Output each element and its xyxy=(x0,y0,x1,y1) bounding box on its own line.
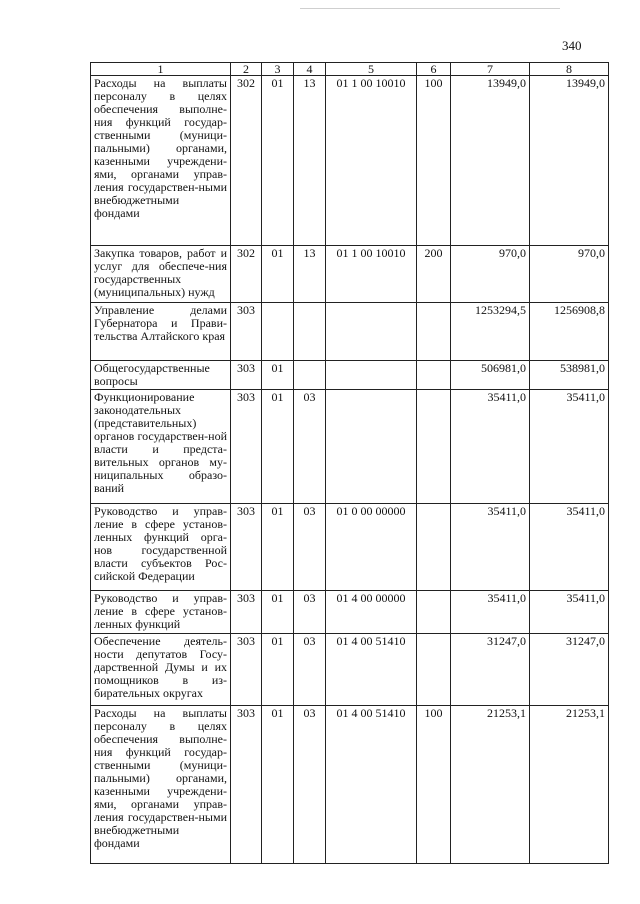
cell-col5: 01 4 00 51410 xyxy=(326,634,417,706)
cell-col8: 31247,0 xyxy=(530,634,609,706)
cell-col5: 01 1 00 10010 xyxy=(326,246,417,303)
cell-col6 xyxy=(417,390,451,504)
header-row xyxy=(91,63,609,76)
cell-col2: 303 xyxy=(231,706,262,864)
cell-col3: 01 xyxy=(262,504,294,591)
header-cell: 8 xyxy=(530,63,609,76)
cell-col8: 35411,0 xyxy=(530,591,609,634)
cell-col8: 538981,0 xyxy=(530,361,609,390)
cell-col2: 303 xyxy=(231,390,262,504)
cell-col8: 35411,0 xyxy=(530,390,609,504)
cell-col7: 35411,0 xyxy=(451,390,530,504)
table-row xyxy=(91,591,609,634)
cell-col3: 01 xyxy=(262,591,294,634)
cell-col5 xyxy=(326,361,417,390)
cell-col6: 100 xyxy=(417,706,451,864)
header-cell: 3 xyxy=(262,63,294,76)
table-row xyxy=(91,303,609,361)
header-cell: 4 xyxy=(294,63,326,76)
table-row xyxy=(91,504,609,591)
table-row xyxy=(91,634,609,706)
cell-col7: 13949,0 xyxy=(451,76,530,246)
cell-col6 xyxy=(417,634,451,706)
cell-col4 xyxy=(294,361,326,390)
cell-col3: 01 xyxy=(262,634,294,706)
cell-col8: 970,0 xyxy=(530,246,609,303)
header-cell: 1 xyxy=(91,63,231,76)
cell-col6 xyxy=(417,591,451,634)
cell-col3: 01 xyxy=(262,246,294,303)
cell-col5: 01 4 00 51410 xyxy=(326,706,417,864)
cell-col3: 01 xyxy=(262,361,294,390)
cell-col6 xyxy=(417,303,451,361)
header-cell: 5 xyxy=(326,63,417,76)
cell-col2: 303 xyxy=(231,634,262,706)
cell-col3: 01 xyxy=(262,76,294,246)
cell-col5 xyxy=(326,303,417,361)
cell-col7: 35411,0 xyxy=(451,591,530,634)
budget-table xyxy=(90,62,609,864)
cell-col5 xyxy=(326,390,417,504)
row-name-cell: Функционирование законодательных (представительных) органов государствен-ной власти и предста-вительных органов му-ниципальных образо-ваний xyxy=(91,390,231,504)
cell-col2: 303 xyxy=(231,303,262,361)
cell-col8: 21253,1 xyxy=(530,706,609,864)
cell-col2: 303 xyxy=(231,361,262,390)
table-row xyxy=(91,361,609,390)
cell-col2: 302 xyxy=(231,246,262,303)
cell-col2: 302 xyxy=(231,76,262,246)
cell-col5: 01 1 00 10010 xyxy=(326,76,417,246)
table-row xyxy=(91,390,609,504)
cell-col7: 21253,1 xyxy=(451,706,530,864)
cell-col4: 13 xyxy=(294,246,326,303)
cell-col5: 01 0 00 00000 xyxy=(326,504,417,591)
cell-col4: 03 xyxy=(294,706,326,864)
row-name-cell: Закупка товаров, работ и услуг для обеспече-ния государственных (муниципальных) нужд xyxy=(91,246,231,303)
table-row xyxy=(91,246,609,303)
cell-col3 xyxy=(262,303,294,361)
cell-col8: 1256908,8 xyxy=(530,303,609,361)
table-row xyxy=(91,706,609,864)
cell-col7: 35411,0 xyxy=(451,504,530,591)
cell-col7: 970,0 xyxy=(451,246,530,303)
cell-col6 xyxy=(417,504,451,591)
cell-col4: 03 xyxy=(294,634,326,706)
row-name-cell: Руководство и управ-ление в сфере установ-ленных функций орга-нов государственной власти субъектов Рос-сийской Федерации xyxy=(91,504,231,591)
row-name-cell: Управление делами Губернатора и Прави-тельства Алтайского края xyxy=(91,303,231,361)
cell-col2: 303 xyxy=(231,591,262,634)
cell-col3: 01 xyxy=(262,706,294,864)
row-name-cell: Руководство и управ-ление в сфере установ-ленных функций xyxy=(91,591,231,634)
top-edge-rule xyxy=(300,8,560,9)
cell-col2: 303 xyxy=(231,504,262,591)
cell-col4: 03 xyxy=(294,390,326,504)
cell-col3: 01 xyxy=(262,390,294,504)
cell-col4: 13 xyxy=(294,76,326,246)
header-cell: 7 xyxy=(451,63,530,76)
cell-col7: 1253294,5 xyxy=(451,303,530,361)
cell-col7: 506981,0 xyxy=(451,361,530,390)
row-name-cell: Общегосударственные вопросы xyxy=(91,361,231,390)
row-name-cell: Расходы на выплаты персоналу в целях обеспечения выполне-ния функций государ-ственными (муници-пальными) органами, казенными учреждени-ями, органами управ-ления государствен-ными внебюджетными фондами xyxy=(91,706,231,864)
page-number: 340 xyxy=(562,38,582,53)
cell-col6: 200 xyxy=(417,246,451,303)
cell-col5: 01 4 00 00000 xyxy=(326,591,417,634)
header-cell: 6 xyxy=(417,63,451,76)
cell-col4 xyxy=(294,303,326,361)
row-name-cell: Расходы на выплаты персоналу в целях обеспечения выполне-ния функций государ-ственными (муници-пальными) органами, казенными учреждени-ями, органами управ-ления государствен-ными внебюджетными фондами xyxy=(91,76,231,246)
table-row xyxy=(91,76,609,246)
cell-col8: 35411,0 xyxy=(530,504,609,591)
row-name-cell: Обеспечение деятель-ности депутатов Госу-дарственной Думы и их помощников в из-бирательных округах xyxy=(91,634,231,706)
cell-col4: 03 xyxy=(294,591,326,634)
cell-col7: 31247,0 xyxy=(451,634,530,706)
cell-col6 xyxy=(417,361,451,390)
cell-col6: 100 xyxy=(417,76,451,246)
header-cell: 2 xyxy=(231,63,262,76)
cell-col4: 03 xyxy=(294,504,326,591)
cell-col8: 13949,0 xyxy=(530,76,609,246)
